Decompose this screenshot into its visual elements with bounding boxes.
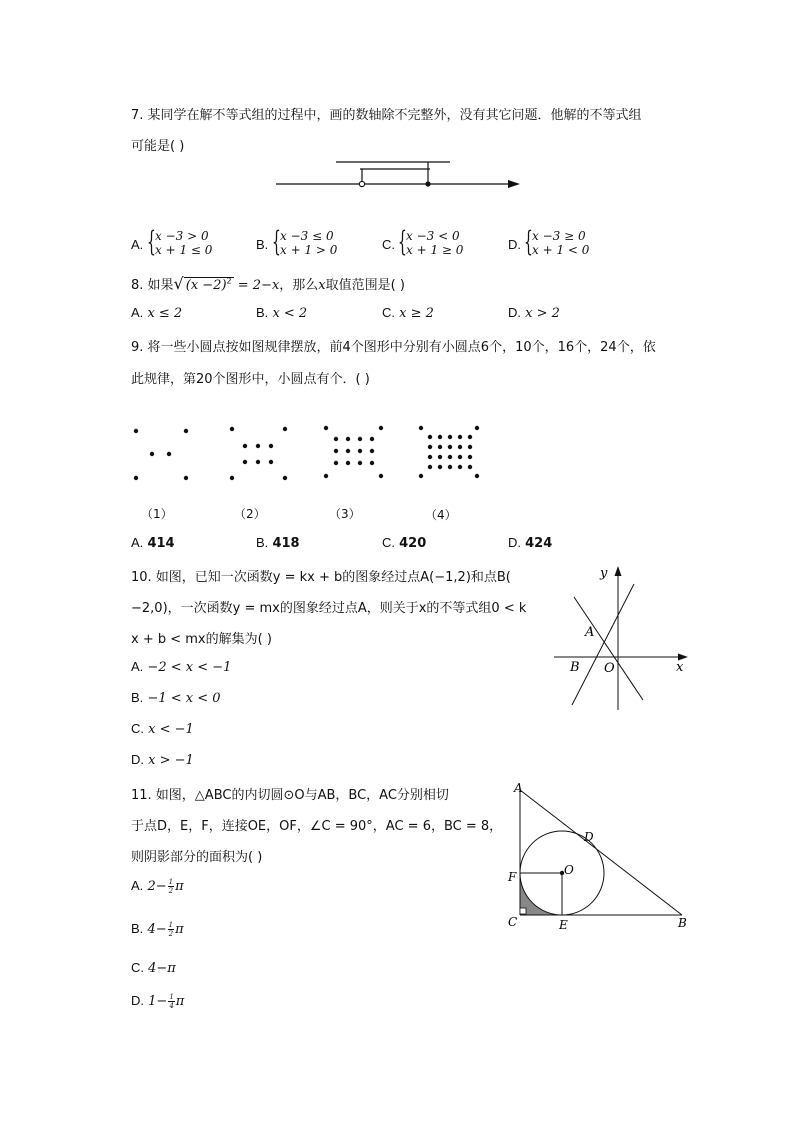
q11-stem-line3: 则阴影部分的面积为( ) [131, 850, 263, 865]
q8-option-b[interactable]: B. x < 2 [256, 305, 308, 321]
q9-figure-3 [324, 426, 383, 478]
q7-option-c-brace: { [398, 225, 407, 258]
q10-label-o: O [604, 661, 615, 676]
q10-option-c[interactable]: C. x < −1 [131, 721, 194, 737]
q9-stem-line1: 9. 将一些小圆点按如图规律摆放，前4个图形中分别有小圆点6个，10个，16个，24个，依 [131, 340, 656, 355]
q7-option-d-label[interactable]: D. [508, 237, 521, 252]
q11-stem-line1: 11. 如图，△ABC的内切圆⊙O与AB，BC，AC分别相切 [131, 788, 449, 803]
q9-caption-2: （2） [234, 507, 266, 521]
q7-option-d-brace: { [524, 225, 533, 258]
q8-exponent: 2 [226, 276, 232, 286]
q7-stem-line2: 可能是( ) [131, 139, 185, 154]
q10-label-a: A [585, 625, 595, 640]
q9-figure-4 [419, 426, 479, 478]
q9-option-d[interactable]: D. 424 [508, 535, 553, 551]
q7-option-a-line2: x + 1 ≤ 0 [155, 243, 213, 257]
q7-option-c-line2: x + 1 ≥ 0 [406, 243, 464, 257]
q9-caption-4: （4） [425, 508, 457, 522]
q9-caption-1: （1） [141, 507, 173, 521]
q10-label-y: y [600, 566, 608, 581]
q8-suffix: ，那么 [279, 278, 319, 293]
q7-option-c-line1: x −3 < 0 [406, 229, 460, 243]
q10-stem-line2: −2,0)，一次函数y = mx的图象经过点A，则关于x的不等式组0 < k [131, 601, 527, 616]
q11-triangle-diagram [500, 775, 700, 935]
q9-caption-3: （3） [329, 507, 361, 521]
q11-option-a[interactable]: A. 2− $\frac{1}{2}$ π [131, 878, 184, 895]
q11-label-c: C [508, 915, 518, 929]
q8-stem [131, 274, 405, 293]
q10-option-d[interactable]: D. x > −1 [131, 752, 194, 768]
q11-option-d[interactable]: D. 1− $\frac{1}{4}$ π [131, 993, 185, 1010]
q10-stem-line3: x + b < mx的解集为( ) [131, 632, 272, 647]
q11-label-d: D [584, 830, 594, 844]
q8-suffix2: 取值范围是( ) [325, 278, 405, 293]
q11-label-e: E [559, 918, 568, 932]
q7-option-b-brace: { [272, 225, 281, 258]
q7-number-line [270, 155, 530, 195]
q7-option-a-label[interactable]: A. [131, 237, 144, 252]
q8-option-c[interactable]: C. x ≥ 2 [382, 305, 434, 321]
q7-stem-line1: 7. 某同学在解不等式组的过程中，画的数轴除不完整外，没有其它问题．他解的不等式组 [131, 108, 642, 123]
q8-radicand: (x −2) [185, 278, 227, 293]
q9-option-b[interactable]: B. 418 [256, 535, 300, 551]
q8-option-a[interactable]: A. x ≤ 2 [131, 305, 183, 321]
q10-option-b[interactable]: B. −1 < x < 0 [131, 690, 221, 706]
q7-option-d-line1: x −3 ≥ 0 [532, 229, 586, 243]
q7-option-b-line1: x −3 ≤ 0 [280, 229, 334, 243]
q10-label-b: B [570, 660, 580, 675]
q9-dot-patterns [125, 420, 485, 490]
q10-label-x: x [676, 660, 684, 675]
q7-option-a-line1: x −3 > 0 [155, 229, 209, 243]
q10-stem-line1: 10. 如图，已知一次函数y = kx + b的图象经过点A(−1,2)和点B( [131, 570, 511, 585]
q10-option-a[interactable]: A. −2 < x < −1 [131, 659, 232, 675]
q11-label-o: O [564, 863, 574, 877]
q11-option-b[interactable]: B. 4− $\frac{1}{2}$ π [131, 921, 184, 938]
q7-option-b-label[interactable]: B. [256, 237, 269, 252]
q7-option-c-label[interactable]: C. [382, 237, 395, 252]
q7-option-d-line2: x + 1 < 0 [532, 243, 590, 257]
q8-prefix: 8. 如果 [131, 278, 174, 293]
q9-figure-2 [230, 427, 287, 480]
q8-variable: x [318, 278, 326, 293]
q8-rhs: = 2−x [233, 278, 280, 293]
q9-stem-line2: 此规律，第20个图形中，小圆点有个．( ) [131, 372, 370, 387]
q9-option-c[interactable]: C. 420 [382, 535, 427, 551]
q7-option-b-line2: x + 1 > 0 [280, 243, 338, 257]
q7-option-a-brace: { [147, 225, 156, 258]
q9-option-a[interactable]: A. 414 [131, 535, 175, 551]
q11-stem-line2: 于点D，E，F，连接OE，OF，∠C = 90°，AC = 6，BC = 8， [131, 819, 503, 834]
q11-option-c[interactable]: C. 4−π [131, 960, 176, 976]
q11-label-b: B [678, 916, 687, 930]
q8-option-d[interactable]: D. x > 2 [508, 305, 560, 321]
q9-figure-1 [134, 429, 188, 480]
q11-label-a: A [514, 781, 523, 795]
q10-graph [548, 562, 698, 714]
q11-label-f: F [508, 870, 517, 884]
q8-sqrt: √ $(x -2)^2$ [173, 274, 232, 293]
